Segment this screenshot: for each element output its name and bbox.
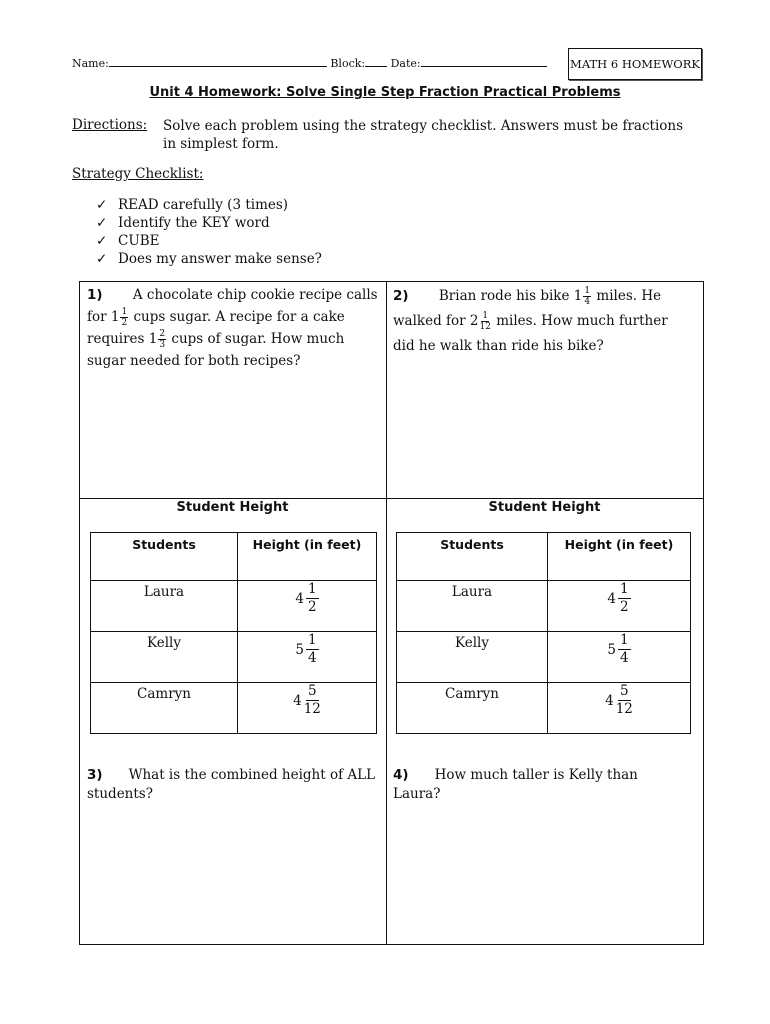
problem-number: 2) [393,288,409,304]
strategy-checklist [96,196,322,268]
problem-text: miles. How much further did he walk than ride his bike? [393,313,668,354]
checklist-item-text: READ carefully (3 times) [118,197,289,213]
checkmark-icon: ✓ [96,197,108,213]
problem-3 [87,766,379,804]
checklist-item [96,196,322,214]
column-header: Students [397,533,548,581]
problem-number: 3) [87,767,103,783]
student-name: Laura [397,581,548,632]
student-name: Camryn [397,683,548,734]
problem-4 [393,766,688,804]
block-field[interactable] [365,66,387,67]
student-height-table-left [90,532,377,734]
problem-text: cups of sugar. How much sugar needed for both recipes? [87,331,345,369]
height-value: 4 1 2 [295,581,317,615]
problem-text: Brian rode his bike 1 [438,288,583,304]
table-row [91,632,377,683]
checkmark-icon: ✓ [96,215,108,231]
page-title: Unit 4 Homework: Solve Single Step Fraction Practical Problems [149,85,621,100]
problem-1 [87,284,379,372]
problem-text: How much taller is Kelly than Laura? [393,767,638,802]
height-value: 4 5 12 [605,683,633,717]
problem-text: What is the combined height of ALL students? [87,767,376,802]
student-name: Kelly [91,632,238,683]
checklist-item [96,250,322,268]
checkmark-icon: ✓ [96,251,108,267]
student-info-line [72,57,547,70]
checklist-item-text: Identify the KEY word [118,215,270,231]
student-height-table-right [396,532,691,734]
problem-number: 4) [393,767,409,783]
problem-text: miles. He walked for 2 [393,288,662,329]
checklist-item-text: Does my answer make sense? [118,251,322,267]
height-value: 4 5 12 [293,683,321,717]
directions-label: Directions: [72,117,148,133]
table-row [397,632,691,683]
grid-horizontal-divider [79,498,703,499]
block-label: Block: [330,57,366,70]
student-name: Kelly [397,632,548,683]
table-row [397,581,691,632]
name-field[interactable] [109,66,327,67]
problem-2 [393,284,688,359]
table-row [91,581,377,632]
height-value: 5 1 4 [607,632,629,666]
date-label: Date: [390,57,421,70]
homework-badge: MATH 6 HOMEWORK [568,48,702,80]
height-value: 5 1 4 [295,632,317,666]
problem-number: 1) [87,287,103,303]
problem-text: A chocolate chip cookie recipe calls for 1 [87,287,378,325]
column-header: Height (in feet) [548,533,691,581]
checklist-item-text: CUBE [118,233,160,249]
table-title: Student Height [488,500,601,515]
column-header: Students [91,533,238,581]
student-name: Laura [91,581,238,632]
fraction: $\frac{1}{12}$ [479,311,491,332]
checkmark-icon: ✓ [96,233,108,249]
grid-vertical-divider [386,281,387,944]
fraction: $\frac{2}{3}$ [159,329,166,350]
column-header: Height (in feet) [238,533,377,581]
problem-text: cups sugar. A recipe for a cake requires 1 [87,309,345,347]
fraction: $\frac{1}{2}$ [121,307,128,328]
checklist-item [96,214,322,232]
fraction: $\frac{1}{4}$ [584,286,591,307]
directions-text: Solve each problem using the strategy checklist. Answers must be fractions in simplest form. [163,118,684,152]
table-row [397,683,691,734]
table-title: Student Height [176,500,289,515]
student-name: Camryn [91,683,238,734]
checklist-item [96,232,322,250]
name-label: Name: [72,57,109,70]
date-field[interactable] [421,66,547,67]
table-row [91,683,377,734]
height-value: 4 1 2 [607,581,629,615]
checklist-title: Strategy Checklist: [72,166,204,182]
